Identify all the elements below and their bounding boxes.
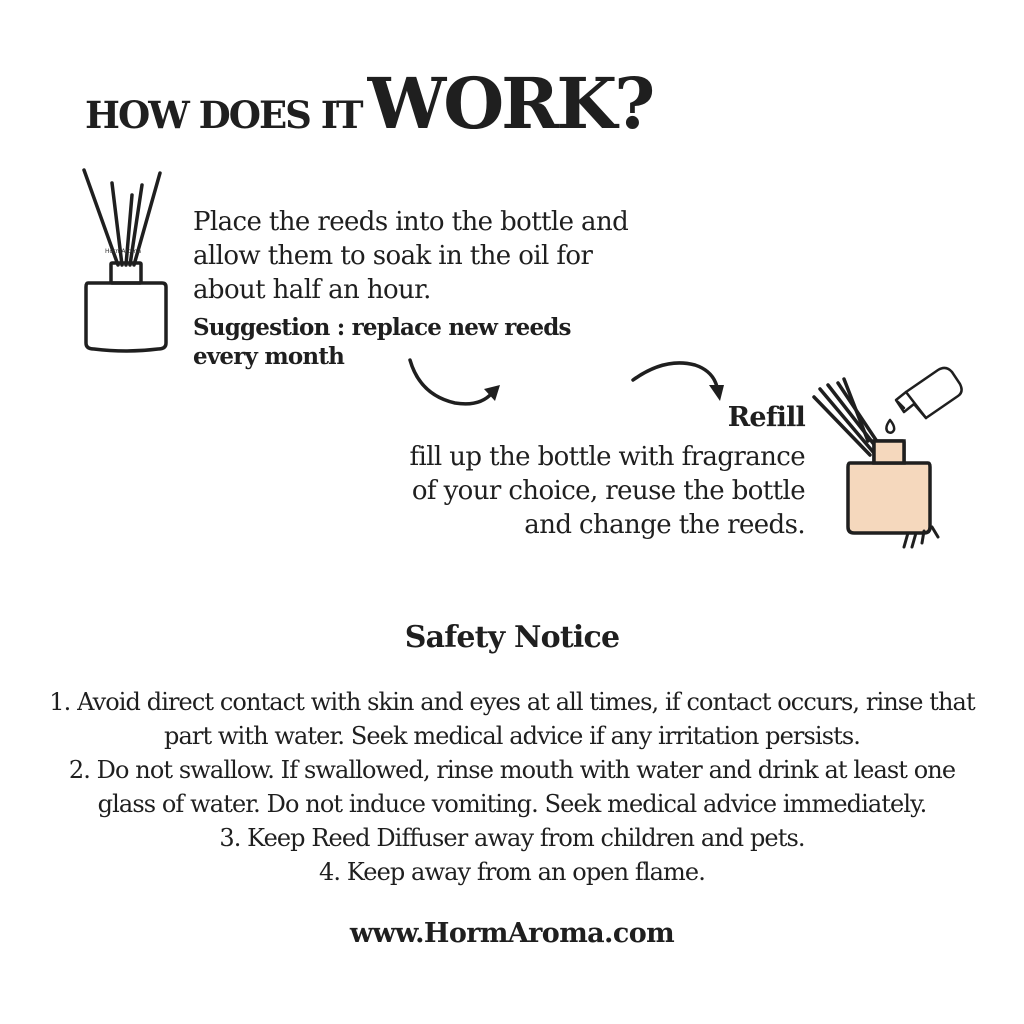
oil-dropper-bottle-icon <box>878 362 968 442</box>
page-title <box>85 62 652 145</box>
curved-arrow-icon <box>400 355 510 415</box>
refill-line: fill up the bottle with fragrance <box>409 442 805 472</box>
reed-diffuser-icon <box>78 165 188 355</box>
step1-line: allow them to soak in the oil for <box>193 241 593 271</box>
step1-text <box>193 205 633 307</box>
safety-line: part with water. Seek medical advice if any irritation persists. <box>164 722 860 750</box>
safety-line: 1. Avoid direct contact with skin and eyes at all times, if contact occurs, rinse that <box>49 688 975 716</box>
refill-text <box>385 440 805 542</box>
safety-line: 4. Keep away from an open flame. <box>319 858 705 886</box>
step1-line: about half an hour. <box>193 275 431 305</box>
safety-line: glass of water. Do not induce vomiting. Seek medical advice immediately. <box>97 790 927 818</box>
refill-title: Refill <box>727 402 805 433</box>
refill-line: and change the reeds. <box>524 510 805 540</box>
safety-list <box>12 685 1012 889</box>
refill-line: of your choice, reuse the bottle <box>411 476 805 506</box>
suggestion-line: Suggestion : replace new reeds <box>193 314 571 341</box>
safety-line: 3. Keep Reed Diffuser away from children and pets. <box>219 824 805 852</box>
step1-line: Place the reeds into the bottle and <box>193 207 629 237</box>
suggestion-line: every month <box>193 343 345 370</box>
suggestion-text <box>193 313 593 371</box>
title-small: HOW DOES IT <box>85 93 362 137</box>
curved-arrow-icon <box>625 355 735 415</box>
bottle-label: HormAroma <box>104 248 142 255</box>
website-link[interactable]: www.HormAroma.com <box>349 918 675 949</box>
safety-line: 2. Do not swallow. If swallowed, rinse mouth with water and drink at least one <box>68 756 956 784</box>
safety-title: Safety Notice <box>404 620 620 655</box>
title-big: WORK? <box>367 62 653 145</box>
